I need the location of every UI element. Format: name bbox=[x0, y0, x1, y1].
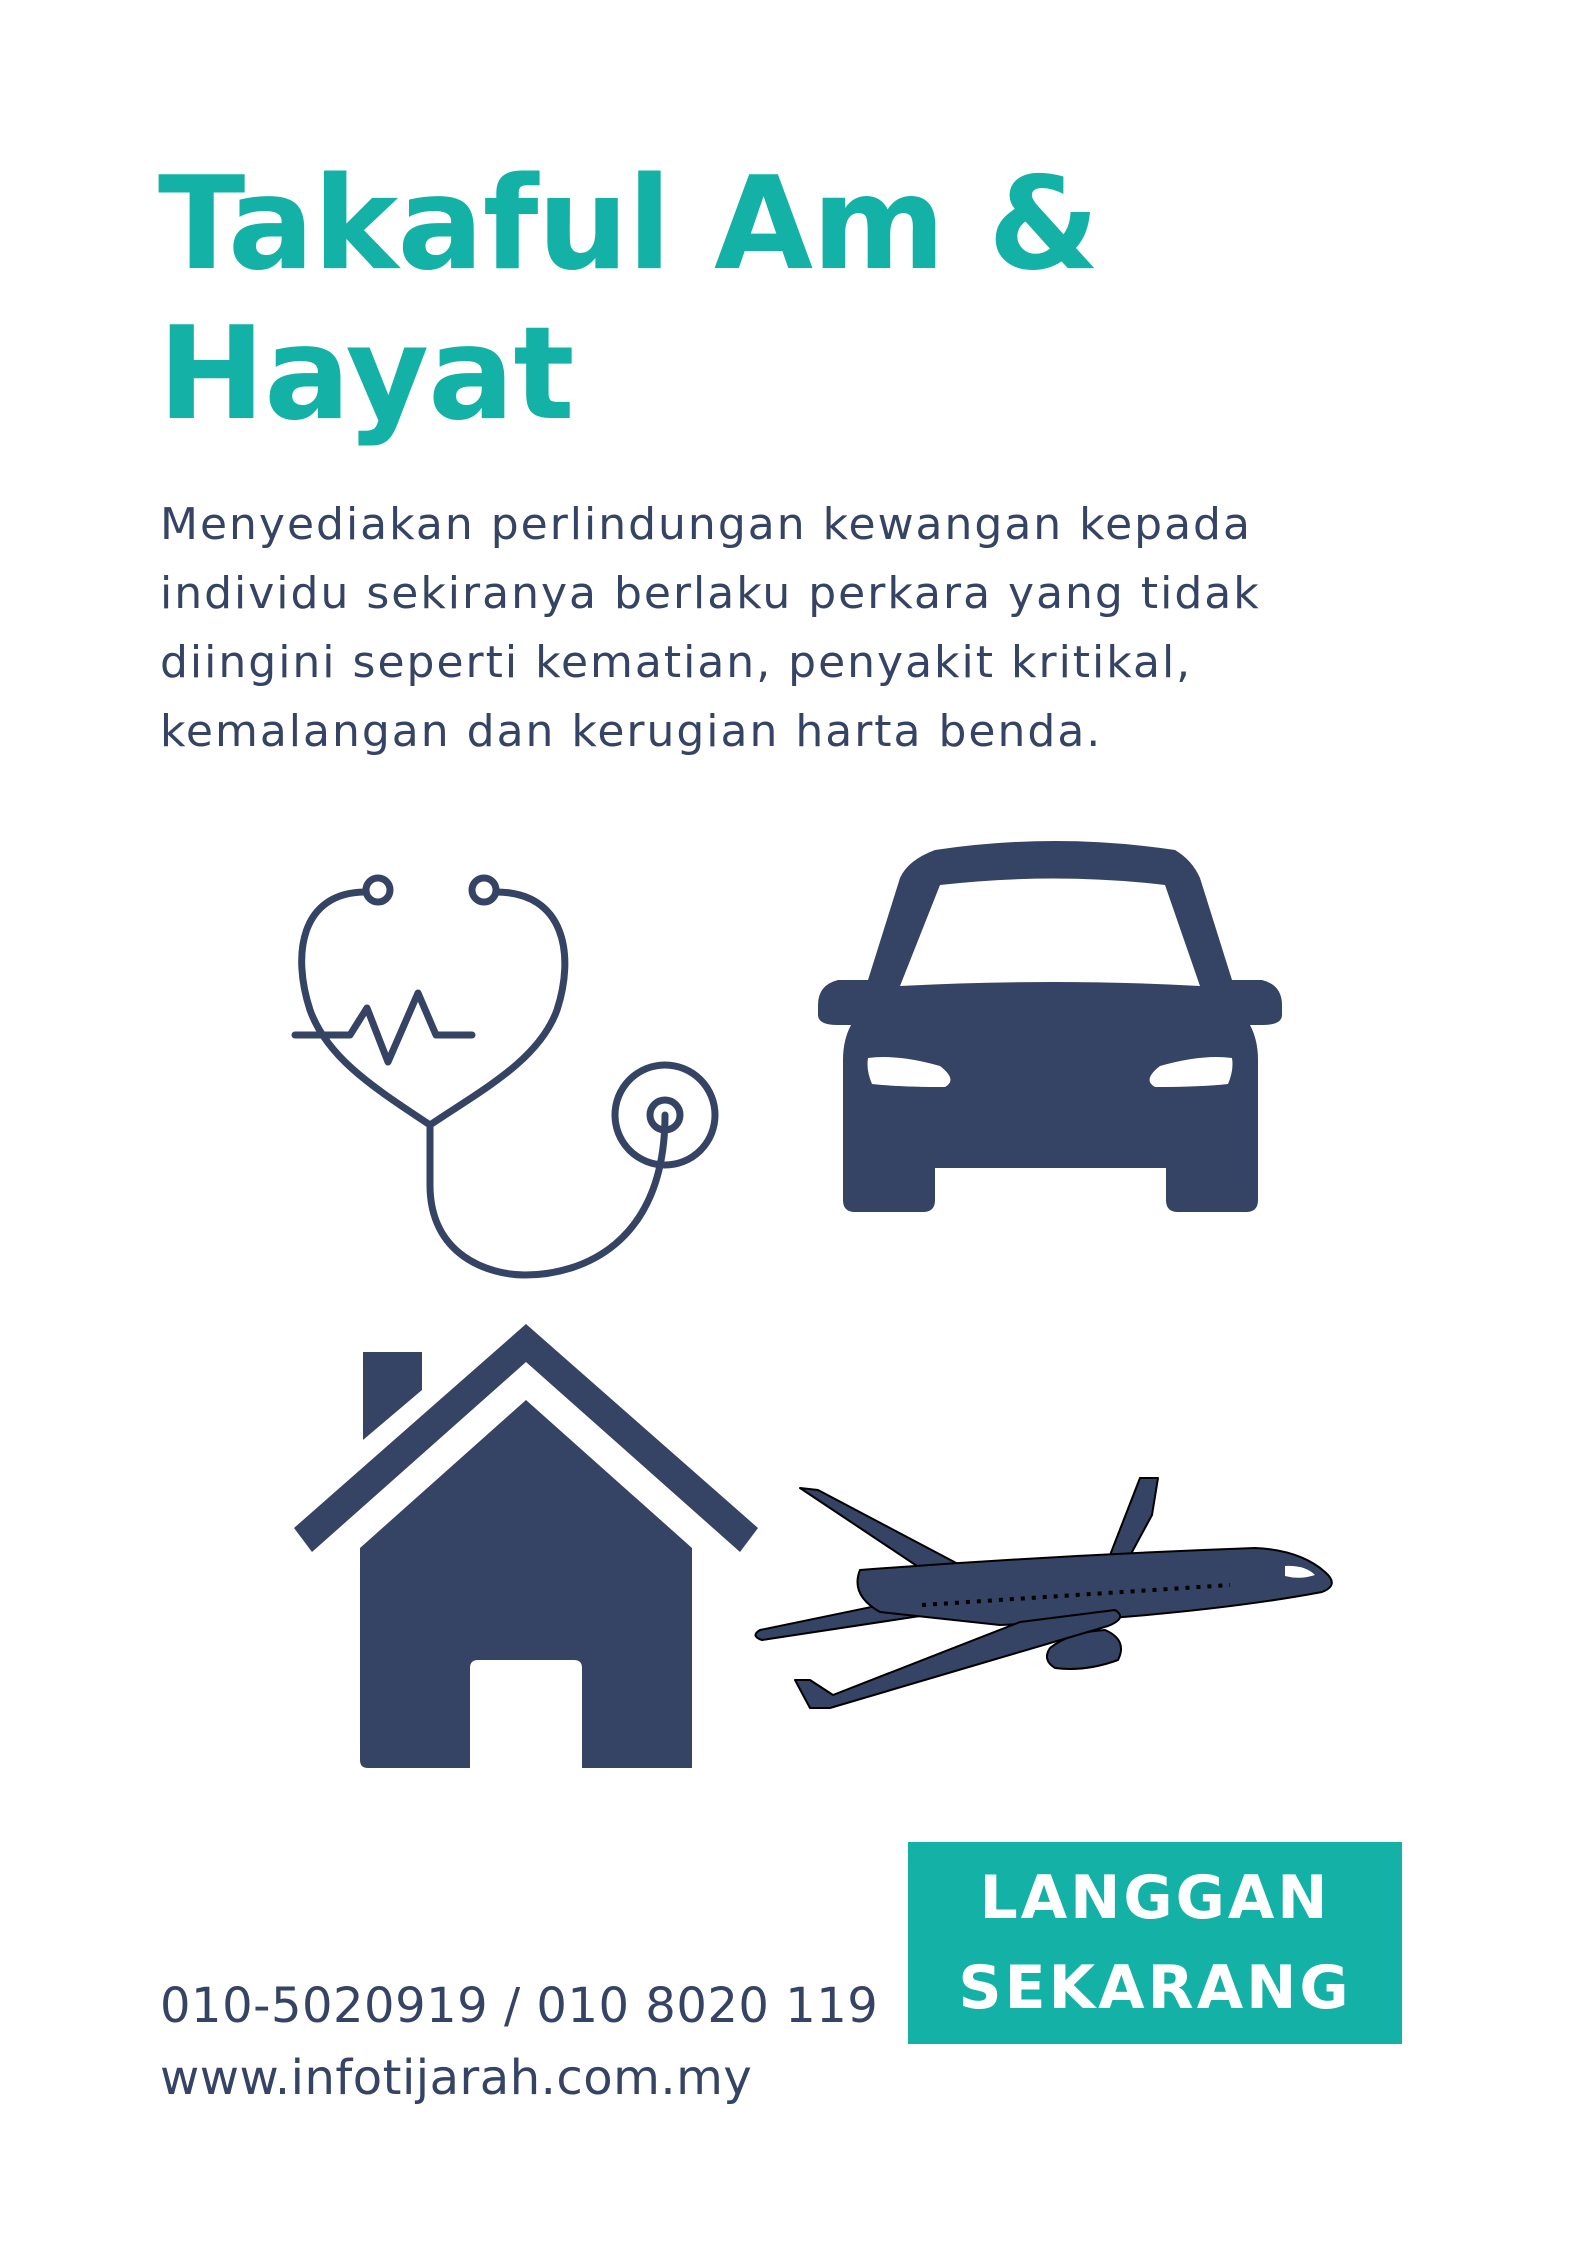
description-line: individu sekiranya berlaku perkara yang tidak bbox=[160, 568, 1261, 619]
description-line: Menyediakan perlindungan kewangan kepada bbox=[160, 499, 1252, 550]
title-line-1: Takaful Am & bbox=[158, 150, 1099, 299]
subscribe-button-line-2: SEKARANG bbox=[958, 1953, 1352, 2023]
house-icon bbox=[290, 1320, 760, 1780]
phone-numbers: 010-5020919 / 010 8020 119 bbox=[160, 1978, 879, 2034]
subscribe-button-line-1: LANGGAN bbox=[979, 1863, 1331, 1933]
description-line: diingini seperti kematian, penyakit kritikal, bbox=[160, 637, 1193, 688]
description-line: kemalangan dan kerugian harta benda. bbox=[160, 706, 1103, 757]
car-icon bbox=[805, 830, 1285, 1220]
subscribe-button[interactable] bbox=[908, 1842, 1402, 2044]
description bbox=[160, 490, 1420, 766]
stethoscope-icon bbox=[280, 860, 740, 1290]
airplane-icon bbox=[740, 1465, 1350, 1725]
page-title bbox=[158, 150, 1158, 450]
website-link[interactable]: www.infotijarah.com.my bbox=[160, 2050, 753, 2106]
title-line-2: Hayat bbox=[158, 300, 574, 449]
contact-info bbox=[160, 1970, 900, 2114]
